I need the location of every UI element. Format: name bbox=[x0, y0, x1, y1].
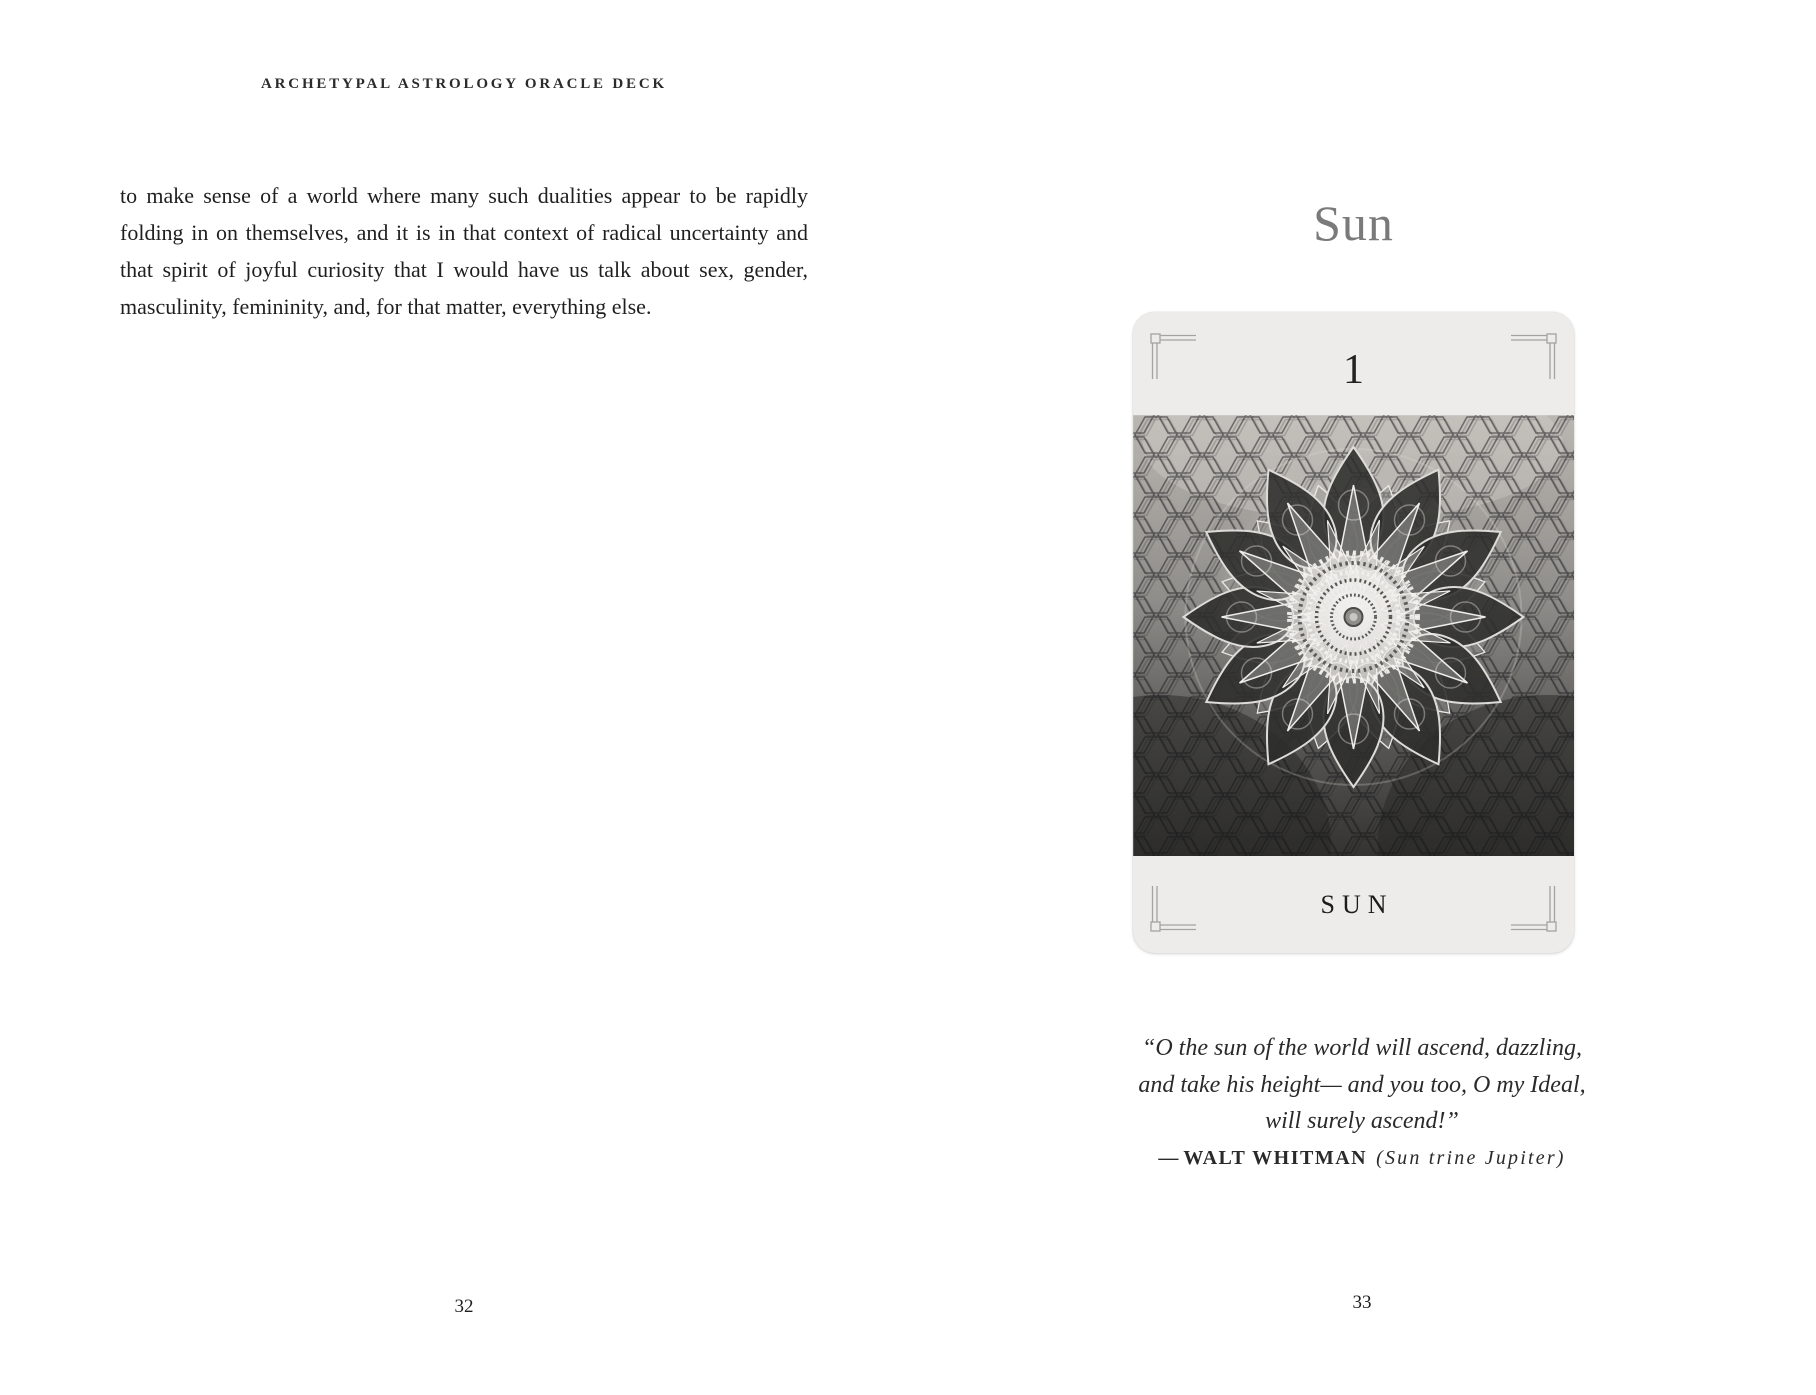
body-paragraph: to make sense of a world where many such dualities appear to be rapidly folding in on themselves, and it is in that context of radical uncertainty and that spirit of joyful curiosity that I would have us talk about sex, gender, masculinity, femininity, and, for that matter, everything else. bbox=[120, 183, 808, 319]
attribution-name: WALT WHITMAN bbox=[1183, 1146, 1368, 1169]
page-number-right: 33 bbox=[1352, 1292, 1372, 1313]
frame-corner-icon bbox=[1510, 885, 1558, 933]
quote-attribution bbox=[1052, 1140, 1672, 1177]
frame-corner-icon bbox=[1149, 332, 1197, 380]
quote-line: will surely ascend!” bbox=[1265, 1108, 1459, 1134]
card-number: 1 bbox=[1343, 347, 1364, 393]
chapter-title: Sun bbox=[1313, 195, 1394, 251]
quote-line: and take his height— and you too, O my Ideal, bbox=[1138, 1071, 1586, 1098]
frame-corner-icon bbox=[1149, 885, 1197, 933]
sun-mandala-artwork bbox=[1133, 415, 1574, 856]
oracle-card bbox=[1133, 312, 1574, 953]
quote-line: “O the sun of the world will ascend, dazzling, bbox=[1141, 1035, 1582, 1061]
card-label: SUN bbox=[1320, 890, 1394, 919]
page-number-left: 32 bbox=[454, 1296, 474, 1317]
attribution-aspect-note: (Sun trine Jupiter) bbox=[1376, 1146, 1566, 1169]
running-header: ARCHETYPAL ASTROLOGY ORACLE DECK bbox=[261, 76, 667, 92]
frame-corner-icon bbox=[1510, 332, 1558, 380]
attribution-dash: — bbox=[1158, 1146, 1179, 1169]
card-quote bbox=[1052, 1030, 1672, 1177]
